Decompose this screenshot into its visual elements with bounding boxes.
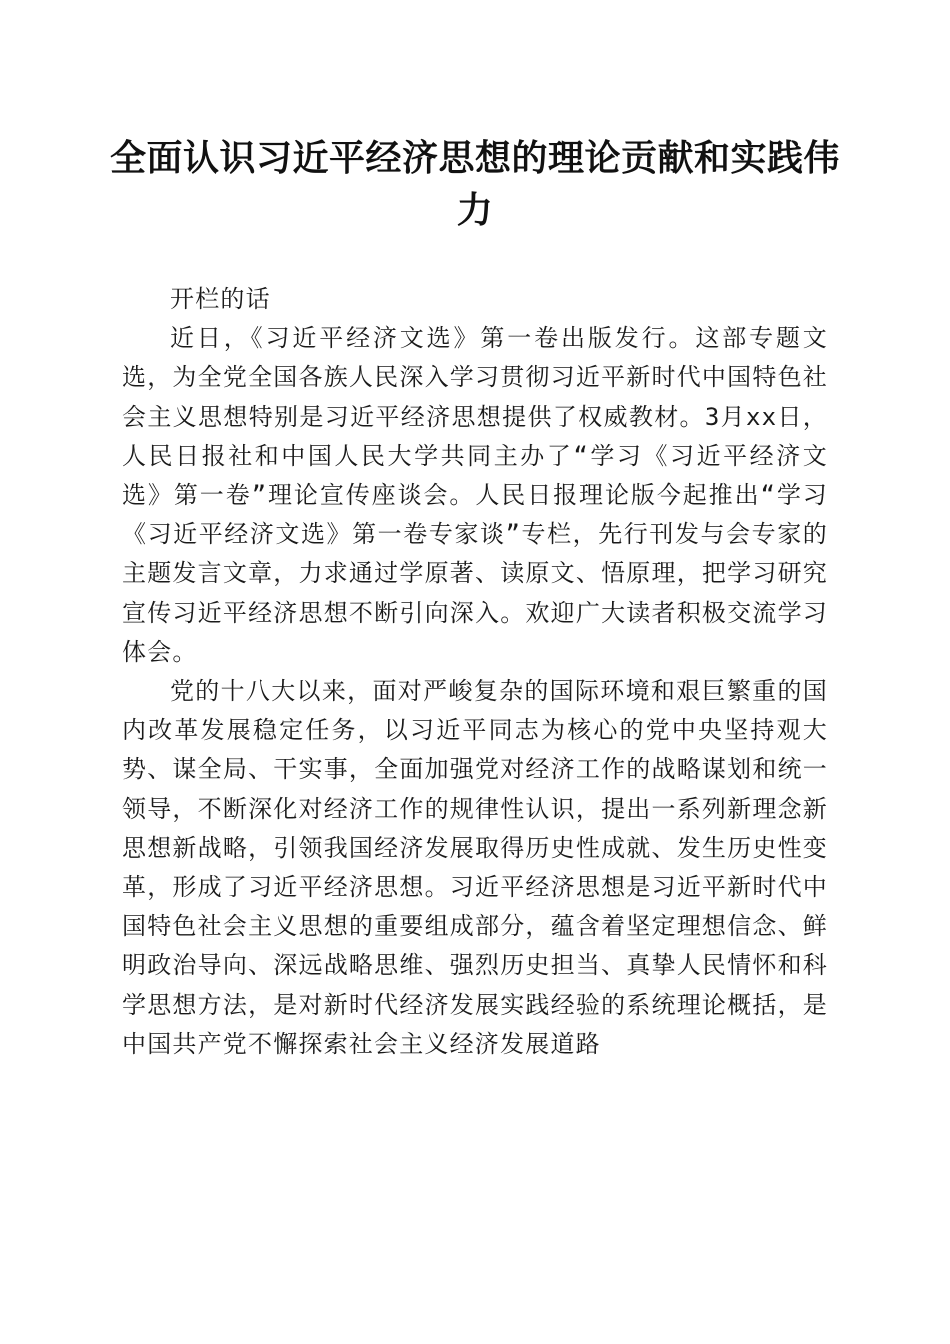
document-title: 全面认识习近平经济思想的理论贡献和实践伟力 [110,137,841,231]
paragraph-column-intro: 近日，《习近平经济文选》第一卷出版发行。这部专题文选，为全党全国各族人民深入学习贯彻习近平新时代中国特色社会主义思想特别是习近平经济思想提供了权威教材。3月xx日，人民日报社和中国人民大学共同主办了“学习《习近平经济文选》第一卷”理论宣传座谈会。人民日报理论版今起推出“学习《习近平经济文选》第一卷专家谈”专栏，先行刊发与会专家的主题发言文章，力求通过学原著、读原文、悟原理，把学习研究宣传习近平经济思想不断引向深入。欢迎广大读者积极交流学习体会。 [122,324,828,666]
paragraph-main: 党的十八大以来，面对严峻复杂的国际环境和艰巨繁重的国内改革发展稳定任务，以习近平同志为核心的党中央坚持观大势、谋全局、干实事，全面加强党对经济工作的战略谋划和统一领导，不断深化对经济工作的规律性认识，提出一系列新理念新思想新战略，引领我国经济发展取得历史性成就、发生历史性变革，形成了习近平经济思想。习近平经济思想是习近平新时代中国特色社会主义思想的重要组成部分，蕴含着坚定理想信念、鲜明政治导向、深远战略思维、强烈历史担当、真挚人民情怀和科学思想方法，是对新时代经济发展实践经验的系统理论概括，是中国共产党不懈探索社会主义经济发展道路 [122,677,828,1058]
column-intro-label: 开栏的话 [170,285,271,313]
document-body [122,280,828,1064]
